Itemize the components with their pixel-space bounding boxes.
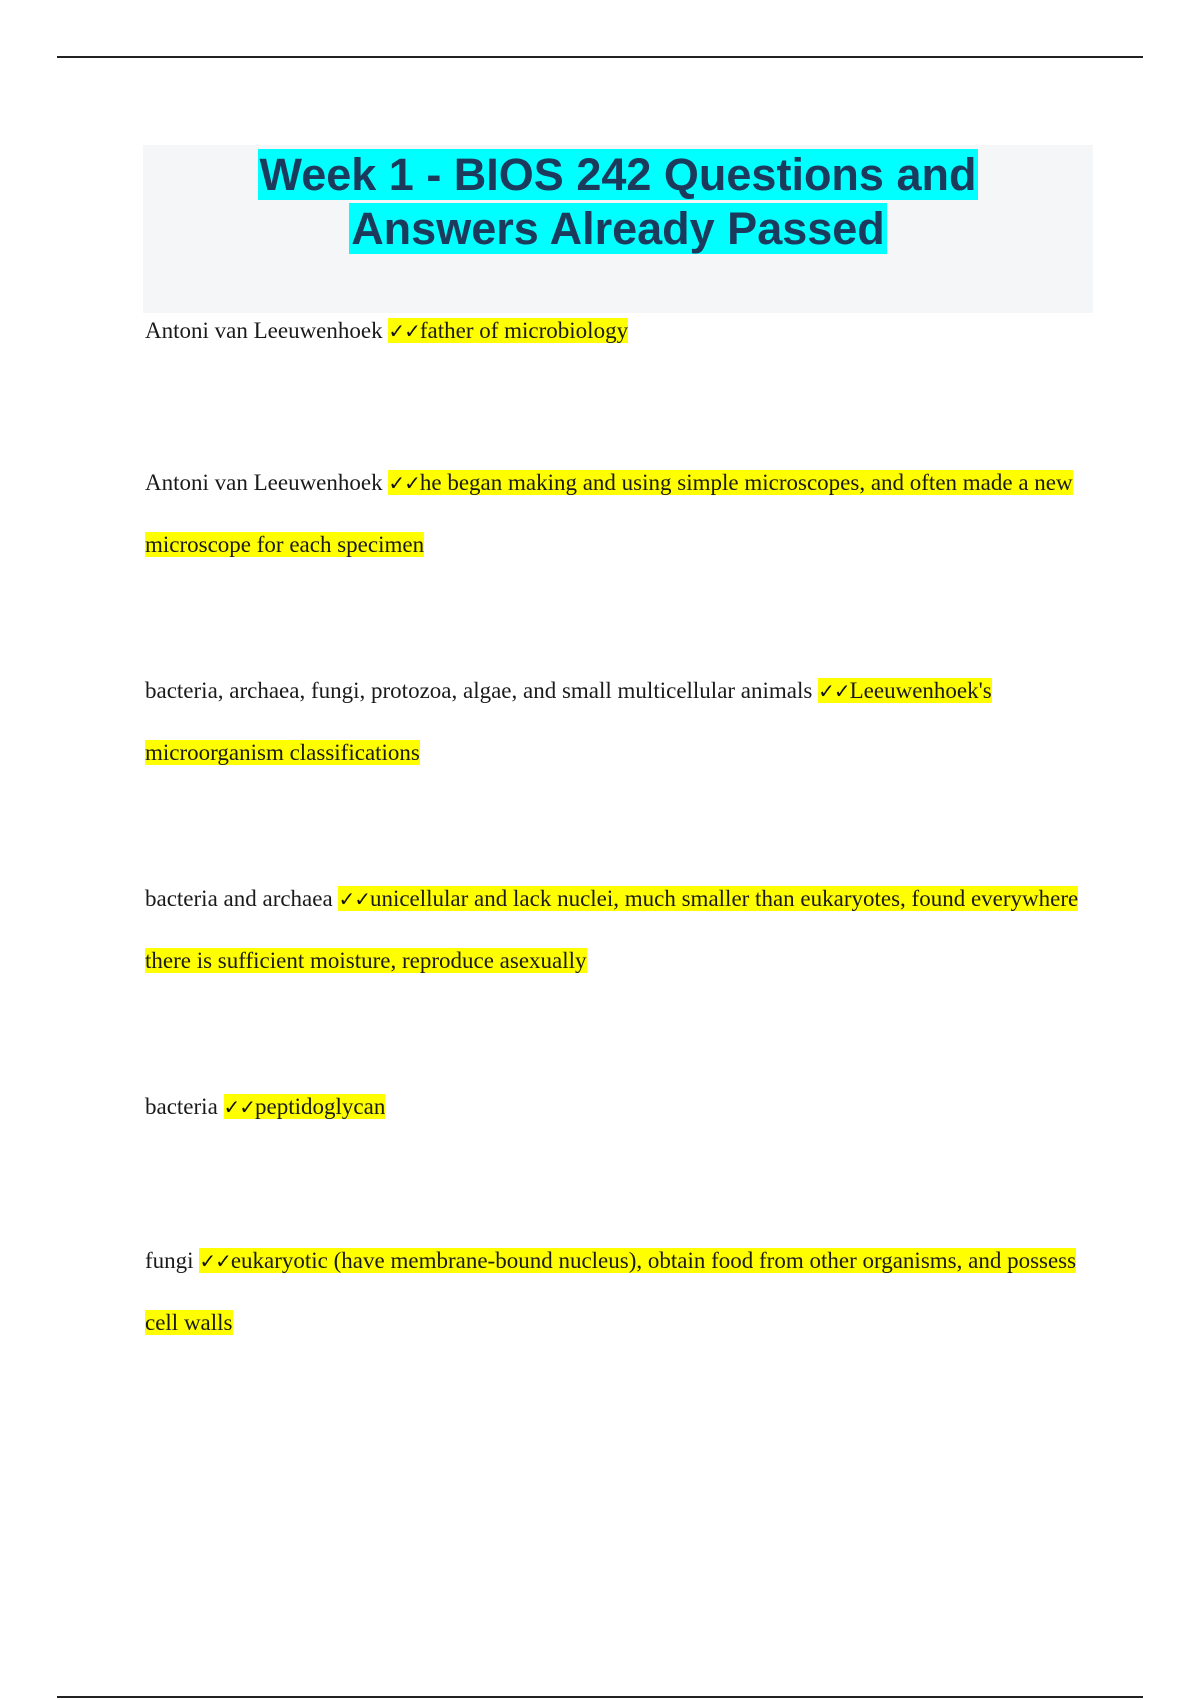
qa-item-2 [145,452,1105,575]
qa-term: fungi [145,1248,194,1273]
top-rule [57,56,1143,58]
double-check-icon: ✓✓ [199,1249,231,1273]
qa-term: bacteria, archaea, fungi, protozoa, algae, and small multicellular animals [145,678,813,703]
page-title [143,145,1093,256]
double-check-icon: ✓✓ [338,887,370,911]
qa-answer-text: peptidoglycan [255,1094,386,1119]
double-check-icon: ✓✓ [388,471,420,495]
qa-term: Antoni van Leeuwenhoek [145,470,383,495]
double-check-icon: ✓✓ [223,1095,256,1119]
qa-answer-text: Leeuwenhoek's microorganism classifications [145,678,992,765]
qa-item-4 [145,868,1105,991]
double-check-icon: ✓✓ [818,679,850,703]
title-line-1: Week 1 - BIOS 242 Questions and [259,149,977,200]
qa-item-1 [145,300,1105,362]
qa-term: bacteria [145,1094,218,1119]
qa-answer [224,1094,386,1119]
qa-term: Antoni van Leeuwenhoek [145,318,383,343]
double-check-icon: ✓✓ [388,319,420,343]
title-block [143,145,1093,313]
bottom-rule [57,1696,1143,1698]
qa-answer [145,1248,1076,1335]
qa-term: bacteria and archaea [145,886,333,911]
qa-answer-text: father of microbiology [419,318,629,343]
title-line-2: Answers Already Passed [351,203,885,254]
qa-answer [388,318,628,343]
qa-answer-text: unicellular and lack nuclei, much smaller than eukaryotes, found everywhere there is sufficient moisture, reproduce asexually [145,886,1079,973]
qa-item-5 [145,1076,1105,1138]
qa-item-6 [145,1230,1105,1353]
qa-answer-text: he began making and using simple microscopes, and often made a new microscope for each specimen [145,470,1073,557]
qa-item-3 [145,660,1105,783]
qa-answer-text: eukaryotic (have membrane-bound nucleus), obtain food from other organisms, and possess cell walls [145,1248,1077,1335]
